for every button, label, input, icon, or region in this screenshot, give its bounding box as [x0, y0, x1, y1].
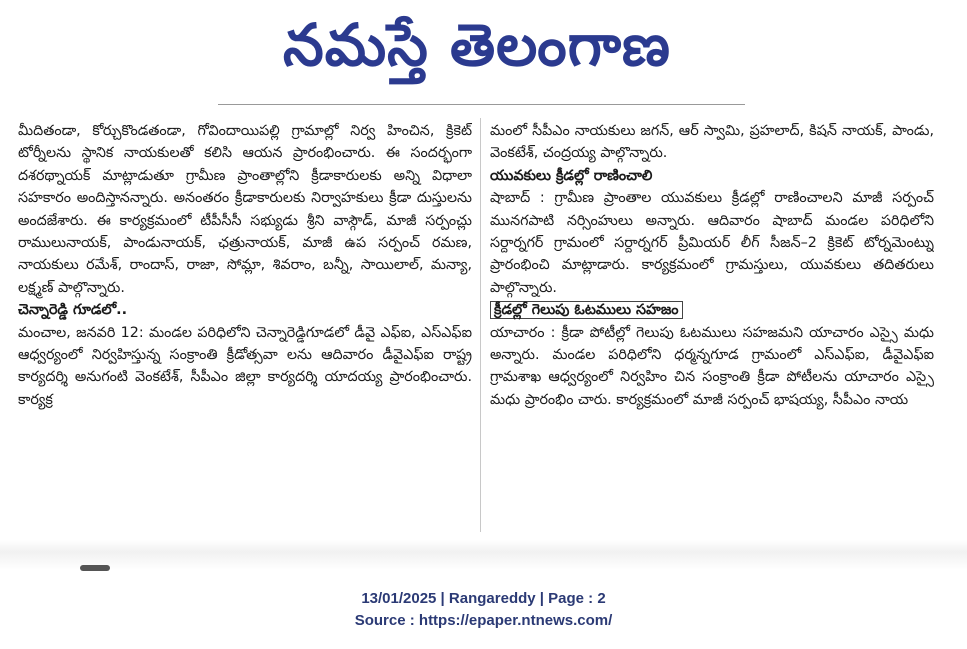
column-divider — [480, 118, 481, 532]
adjacent-column-fragment — [957, 100, 967, 540]
ink-mark — [80, 565, 110, 571]
section-subheading: చెన్నారెడ్డి గూడలో.. — [18, 302, 128, 319]
section-subheading-boxed — [490, 299, 934, 321]
section-subheading: యువకులు క్రీడల్లో రాణించాలి — [490, 167, 653, 184]
page-bottom-edge — [0, 540, 967, 570]
article-paragraph: మంలో సీపీఎం నాయకులు జగన్, ఆర్ స్వామి, ప్రహలాద్, కిషన్ నాయక్, పాండు, వెంకటేశ్, చంద్రయ్య పాల్గొన్నారు. — [490, 123, 934, 162]
footer-source-line: Source : https://epaper.ntnews.com/ — [354, 612, 613, 629]
article-column-left — [18, 120, 472, 532]
footer-date-line: 13/01/2025 | Rangareddy | Page : 2 — [361, 590, 606, 607]
article-paragraph: షాబాద్ : గ్రామీణ ప్రాంతాల యువకులు క్రీడల్లో రాణించాలని మాజీ సర్పంచ్ మునగపాటి నర్సింహులు అన్నారు. ఆదివారం షాబాద్ మండల పరిధిలోని సర్దార్నగర్ గ్రామంలో సర్దార్నగర్ ప్రీమియర్ లీగ్ సీజన్–2 క్రికెట్ టోర్నమెంట్ను ప్రారంభించి మాట్లాడారు. కార్యక్రమంలో గ్రామస్తులు, యువకులు తదితరులు పాల్గొన్నారు. — [490, 190, 934, 296]
article-paragraph: మంచాల, జనవరి 12: మండల పరిధిలోని చెన్నారెడ్డిగూడలో డీవై ఎఫ్ఐ, ఎస్ఎఫ్ఐ ఆధ్వర్యంలో నిర్వహిస్తున్న సంక్రాంతి క్రీడోత్సవా లను ఆదివారం డీవైఎఫ్ఐ రాష్ట్ర కార్యదర్శి అనుగంటి వెంకటేశ్, సీపీఎం జిల్లా కార్యదర్శి యాదయ్య ప్రారంభించారు. కార్యక్ర — [18, 324, 472, 408]
footer — [0, 588, 967, 632]
masthead — [0, 0, 967, 100]
article-paragraph: యాచారం : క్రీడా పోటీల్లో గెలుపు ఓటములు సహజమని యాచారం ఎస్సై మధు అన్నారు. మండల పరిధిలోని ధర్మన్నగూడ గ్రామంలో ఎస్ఎఫ్ఐ, డీవైఎఫ్ఐ గ్రామశాఖ ఆధ్వర్యంలో నిర్వహిం చిన సంక్రాంతి క్రీడా పోటీలను యాచారం ఎస్సై మధు ప్రారంభిం చారు. కార్యక్రమంలో మాజీ సర్పంచ్ భాషయ్య, సీపీఎం నాయ — [490, 324, 934, 408]
boxed-heading-text: క్రీడల్లో గెలుపు ఓటములు సహజం — [490, 301, 683, 319]
masthead-divider — [218, 104, 745, 105]
newspaper-logo: నమస్తే తెలంగాణ — [283, 11, 671, 79]
article-paragraph: మీదితండా, కోర్చుకొండతండా, గోవిందాయిపల్లి గ్రామాల్లో నిర్వ హించిన, క్రికెట్ టోర్నీలను స్థానిక నాయకులతో కలిసి ఆయన ప్రారంభించారు. ఈ సందర్భంగా దశరథ్నాయక్ మాట్లాడుతూ గ్రామీణ ప్రాంతాల్లోని క్రీడాకారులకు అన్ని విధాలా సహకారం అందిస్తానన్నారు. అనంతరం క్రీడాకారులకు నిర్వాహకులు క్రీడా దుస్తులను అందజేశారు. ఈ కార్యక్రమంలో టీపీసీసీ సభ్యుడు శ్రీని వాస్గౌడ్, మాజీ సర్పంచ్లు రాములునాయక్, పాండునాయక్, ఛత్రునాయక్, మాజీ ఉప సర్పంచ్ రమణ, నాయకులు రమేశ్, రాందాస్, రాజా, సోమ్లా, శివరాం, బన్నీ, సాయిలాల్, మన్యా, లక్ష్మణ్ పాల్గొన్నారు. — [18, 123, 472, 296]
article-column-right — [490, 120, 934, 532]
